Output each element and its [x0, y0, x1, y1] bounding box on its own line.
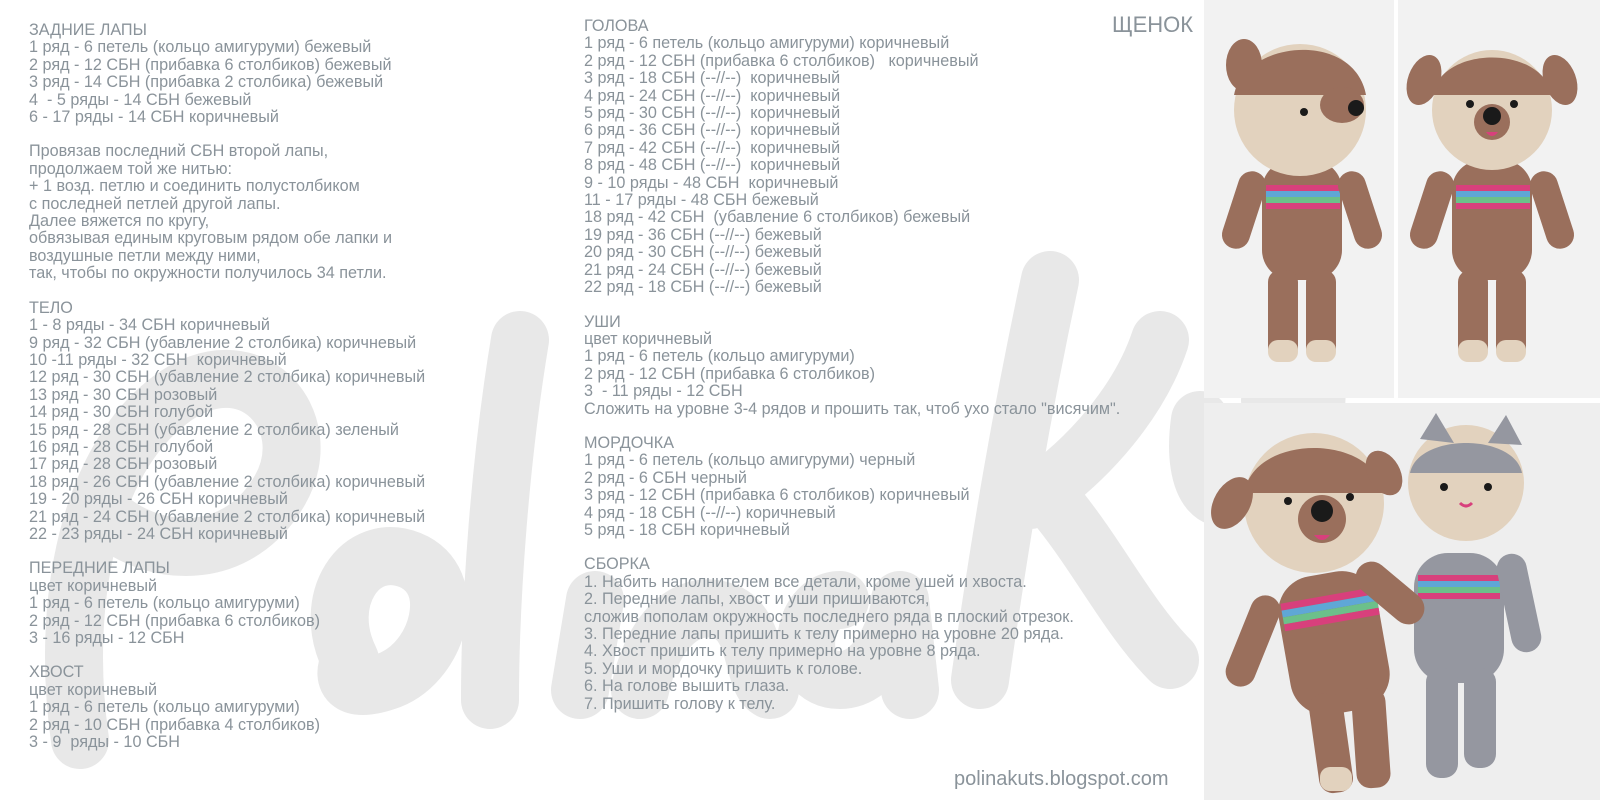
instruction-line: Провязав последний СБН второй лапы,	[29, 142, 329, 161]
instruction-line: 7 ряд - 42 СБН (--//--) коричневый	[584, 138, 841, 157]
photo-puppy-and-kitten	[1204, 403, 1600, 800]
instruction-line: 11 - 17 ряды - 48 СБН бежевый	[584, 191, 819, 210]
instruction-line: 21 ряд - 24 СБН (--//--) бежевый	[584, 260, 822, 279]
middle-section	[584, 18, 1120, 297]
instruction-line: 19 - 20 ряды - 26 СБН коричневый	[29, 490, 288, 509]
instruction-line: 6 ряд - 36 СБН (--//--) коричневый	[584, 121, 841, 140]
left-section	[29, 300, 425, 544]
instruction-line: 3 ряд - 18 СБН (--//--) коричневый	[584, 69, 841, 88]
instruction-line: 1 ряд - 6 петель (кольцо амигуруми)	[584, 347, 855, 366]
instruction-line: 2 ряд - 12 СБН (прибавка 6 столбиков)	[584, 364, 876, 383]
instruction-line: 4 ряд - 18 СБН (--//--) коричневый	[584, 503, 836, 522]
instruction-line: 4 - 5 ряды - 14 СБН бежевый	[29, 90, 252, 109]
left-column	[29, 22, 425, 768]
middle-section	[584, 314, 1120, 418]
puppy-front-figure	[1204, 433, 1431, 795]
instruction-line: Сложить на уровне 3-4 рядов и прошить так, чтоб ухо стало "висячим".	[584, 399, 1121, 418]
instruction-line: 6 - 17 ряды - 14 СБН коричневый	[29, 108, 279, 127]
instruction-line: воздушные петли между ними,	[29, 246, 261, 265]
puppy-left-figure	[1218, 39, 1385, 362]
instruction-line: 2. Передние лапы, хвост и уши пришиваются,	[584, 590, 930, 609]
instruction-line: 21 ряд - 24 СБН (убавление 2 столбика) коричневый	[29, 507, 426, 526]
instruction-line: 15 ряд - 28 СБН (убавление 2 столбика) зеленый	[29, 420, 399, 439]
instruction-line: + 1 возд. петлю и соединить полустолбиком	[29, 177, 360, 196]
instruction-line: цвет коричневый	[584, 329, 713, 348]
instruction-line: 5 ряд - 30 СБН (--//--) коричневый	[584, 104, 841, 123]
instruction-line: 20 ряд - 30 СБН (--//--) бежевый	[584, 243, 822, 262]
left-section	[29, 143, 425, 282]
instruction-line: 3 - 16 ряды - 12 СБН	[29, 629, 185, 647]
instruction-line: 6. На голове вышить глаза.	[584, 677, 790, 696]
kitten-figure	[1408, 413, 1544, 778]
section-heading: ХВОСТ	[29, 663, 84, 682]
section-heading: МОРДОЧКА	[584, 433, 675, 452]
instruction-line: 7. Пришить голову к телу.	[584, 694, 776, 713]
blog-url: polinakuts.blogspot.com	[954, 768, 1169, 790]
instruction-line: 22 ряд - 18 СБН (--//--) бежевый	[584, 278, 822, 297]
instruction-line: 3 - 9 ряды - 10 СБН	[29, 733, 180, 752]
instruction-line: 17 ряд - 28 СБН розовый	[29, 455, 218, 474]
section-heading: СБОРКА	[584, 555, 650, 574]
instruction-line: 1 ряд - 6 петель (кольцо амигуруми) бежевый	[29, 38, 372, 57]
instruction-line: 4 ряд - 24 СБН (--//--) коричневый	[584, 86, 841, 105]
instruction-line: 19 ряд - 36 СБН (--//--) бежевый	[584, 225, 822, 244]
page-title: ЩЕНОК	[1112, 12, 1194, 37]
left-section	[29, 664, 425, 751]
instruction-line: продолжаем той же нитью:	[29, 159, 232, 178]
section-heading: ПЕРЕДНИЕ ЛАПЫ	[29, 559, 170, 578]
puppy-and-kitten-illustration	[1204, 403, 1600, 800]
instruction-line: 14 ряд - 30 СБН голубой	[29, 403, 214, 422]
instruction-line: 3 ряд - 14 СБН (прибавка 2 столбика) бежевый	[29, 73, 384, 92]
instruction-line: 1 ряд - 6 петель (кольцо амигуруми)	[29, 594, 300, 613]
instruction-line: 18 ряд - 26 СБН (убавление 2 столбика) коричневый	[29, 472, 426, 491]
instruction-line: 4. Хвост пришить к телу примерно на уровне 8 ряда.	[584, 642, 981, 661]
instruction-line: 12 ряд - 30 СБН (убавление 2 столбика) коричневый	[29, 368, 426, 387]
instruction-line: 9 - 10 ряды - 48 СБН коричневый	[584, 173, 839, 192]
instruction-line: 2 ряд - 12 СБН (прибавка 6 столбиков)	[29, 611, 321, 630]
middle-column	[584, 18, 1120, 730]
instruction-line: 5 ряд - 18 СБН коричневый	[584, 520, 790, 539]
section-heading: ГОЛОВА	[584, 17, 649, 35]
instruction-line: 3 - 11 ряды - 12 СБН	[584, 382, 743, 401]
puppy-right-figure	[1400, 50, 1584, 362]
instruction-line: 10 -11 ряды - 32 СБН коричневый	[29, 350, 287, 369]
photo-puppies-standing	[1204, 0, 1600, 398]
section-heading: УШИ	[584, 312, 621, 331]
section-heading: ТЕЛО	[29, 298, 73, 317]
left-section	[29, 560, 425, 647]
instruction-line: 5. Уши и мордочку пришить к голове.	[584, 659, 863, 678]
instruction-line: 1 ряд - 6 петель (кольцо амигуруми) черный	[584, 451, 916, 470]
instruction-line: 9 ряд - 32 СБН (убавление 2 столбика) коричневый	[29, 333, 417, 352]
instruction-line: 1 ряд - 6 петель (кольцо амигуруми)	[29, 698, 300, 717]
instruction-line: с последней петлей другой лапы.	[29, 194, 281, 213]
instruction-line: обвязывая единым круговым рядом обе лапки и	[29, 229, 393, 248]
instruction-line: 8 ряд - 48 СБН (--//--) коричневый	[584, 156, 841, 175]
instruction-line: 2 ряд - 6 СБН черный	[584, 468, 747, 487]
instruction-line: 13 ряд - 30 СБН розовый	[29, 385, 218, 404]
instruction-line: 1 ряд - 6 петель (кольцо амигуруми) коричневый	[584, 34, 950, 53]
instruction-line: 2 ряд - 12 СБН (прибавка 6 столбиков) коричневый	[584, 51, 979, 70]
instruction-line: 2 ряд - 12 СБН (прибавка 6 столбиков) бежевый	[29, 55, 392, 74]
section-heading: ЗАДНИЕ ЛАПЫ	[29, 21, 147, 39]
instruction-line: 22 - 23 ряды - 24 СБН коричневый	[29, 524, 288, 543]
instruction-line: 3 ряд - 12 СБН (прибавка 6 столбиков) коричневый	[584, 486, 970, 505]
instruction-line: 2 ряд - 10 СБН (прибавка 4 столбиков)	[29, 715, 321, 734]
instruction-line: цвет коричневый	[29, 680, 158, 699]
instruction-line: 18 ряд - 42 СБН (убавление 6 столбиков) бежевый	[584, 208, 971, 227]
middle-section	[584, 556, 1120, 713]
left-section	[29, 22, 425, 126]
puppies-standing-illustration	[1204, 0, 1600, 398]
instruction-line: цвет коричневый	[29, 576, 158, 595]
instruction-line: 16 ряд - 28 СБН голубой	[29, 437, 214, 456]
instruction-line: 3. Передние лапы пришить к телу примерно на уровне 20 ряда.	[584, 625, 1064, 643]
instruction-line: 1 - 8 ряды - 34 СБН коричневый	[29, 316, 270, 335]
instruction-line: Далее вяжется по кругу,	[29, 212, 210, 231]
instruction-line: так, чтобы по окружности получилось 34 петли.	[29, 264, 387, 283]
instruction-line: сложив пополам окружность последнего ряда в плоский отрезок.	[584, 607, 1074, 626]
middle-section	[584, 435, 1120, 539]
instruction-line: 1. Набить наполнителем все детали, кроме ушей и хвоста.	[584, 572, 1027, 591]
